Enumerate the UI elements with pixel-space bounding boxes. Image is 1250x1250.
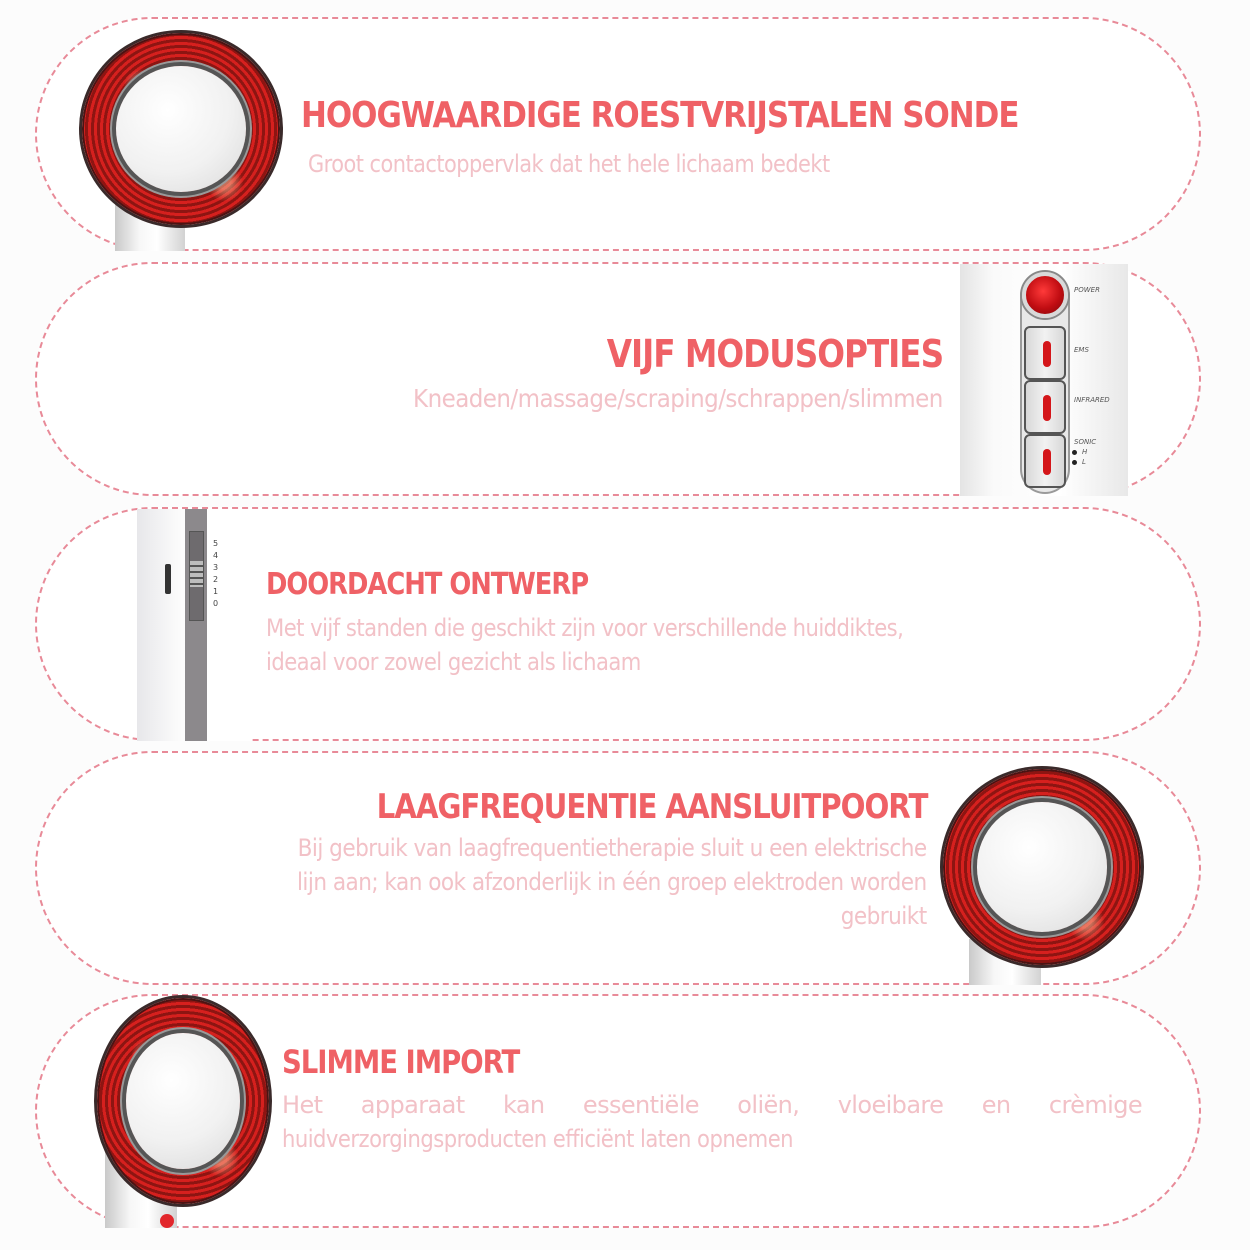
description-line: huidverzorgingsproducten efficiënt laten opnemen xyxy=(282,1125,794,1153)
feature-card-stainless-probe xyxy=(35,17,1201,251)
infrared-button-icon xyxy=(1024,380,1066,434)
feature-card-five-modes xyxy=(35,262,1201,496)
feature-title: SLIMME IMPORT xyxy=(282,1043,520,1081)
ems-label: EMS xyxy=(1074,346,1089,354)
control-panel-icon xyxy=(960,264,1128,496)
sonic-low-label: L xyxy=(1082,458,1086,466)
slider-mark: 4 xyxy=(213,551,219,560)
feature-description: Kneaden/massage/scraping/schrappen/slimmen xyxy=(413,384,943,413)
description-line: lijn aan; kan ook afzonderlijk in één groep elektroden worden xyxy=(297,868,927,896)
side-switch-icon xyxy=(165,564,171,594)
feature-card-low-frequency-port xyxy=(35,751,1201,985)
round-probe-head-icon xyxy=(943,769,1141,965)
feature-card-smart-import xyxy=(35,994,1201,1228)
feature-description xyxy=(266,611,903,679)
feature-title: VIJF MODUSOPTIES xyxy=(606,332,943,376)
feature-description xyxy=(297,831,927,933)
description-line: Bij gebruik van laagfrequentietherapie sluit u een elektrische xyxy=(297,834,927,862)
handle-red-button-icon xyxy=(160,1214,174,1228)
sonic-high-dot-icon xyxy=(1072,450,1077,455)
slider-mark: 1 xyxy=(213,587,219,596)
angled-probe-head-icon xyxy=(97,998,269,1204)
feature-description xyxy=(282,1088,1142,1156)
infrared-label: INFRARED xyxy=(1074,396,1110,404)
power-button-icon xyxy=(1022,272,1068,318)
description-line: Met vijf standen die geschikt zijn voor verschillende huiddiktes, xyxy=(266,614,904,642)
slider-mark: 5 xyxy=(213,539,219,548)
feature-title: LAAGFREQUENTIE AANSLUITPOORT xyxy=(376,787,927,827)
sonic-button-icon xyxy=(1024,434,1066,488)
feature-card-thoughtful-design xyxy=(35,507,1201,741)
slider-mark: 0 xyxy=(213,599,219,608)
description-line: Het apparaat kan essentiële oliën, vloeibare en crèmige xyxy=(282,1091,1142,1119)
power-label: POWER xyxy=(1074,286,1100,294)
slider-knob-icon xyxy=(190,561,203,587)
description-line: gebruikt xyxy=(841,902,927,930)
slider-mark: 3 xyxy=(213,563,219,572)
feature-title: DOORDACHT ONTWERP xyxy=(266,567,589,602)
round-probe-head-icon xyxy=(82,33,280,225)
ems-button-icon xyxy=(1024,326,1066,380)
sonic-low-dot-icon xyxy=(1072,460,1077,465)
description-line: ideaal voor zowel gezicht als lichaam xyxy=(266,648,641,676)
feature-title: HOOGWAARDIGE ROESTVRIJSTALEN SONDE xyxy=(301,95,1019,136)
intensity-slider-icon xyxy=(137,509,249,741)
slider-mark: 2 xyxy=(213,575,219,584)
sonic-high-label: H xyxy=(1082,448,1088,456)
feature-description: Groot contactoppervlak dat het hele lichaam bedekt xyxy=(308,150,830,178)
sonic-label: SONIC xyxy=(1074,438,1097,446)
